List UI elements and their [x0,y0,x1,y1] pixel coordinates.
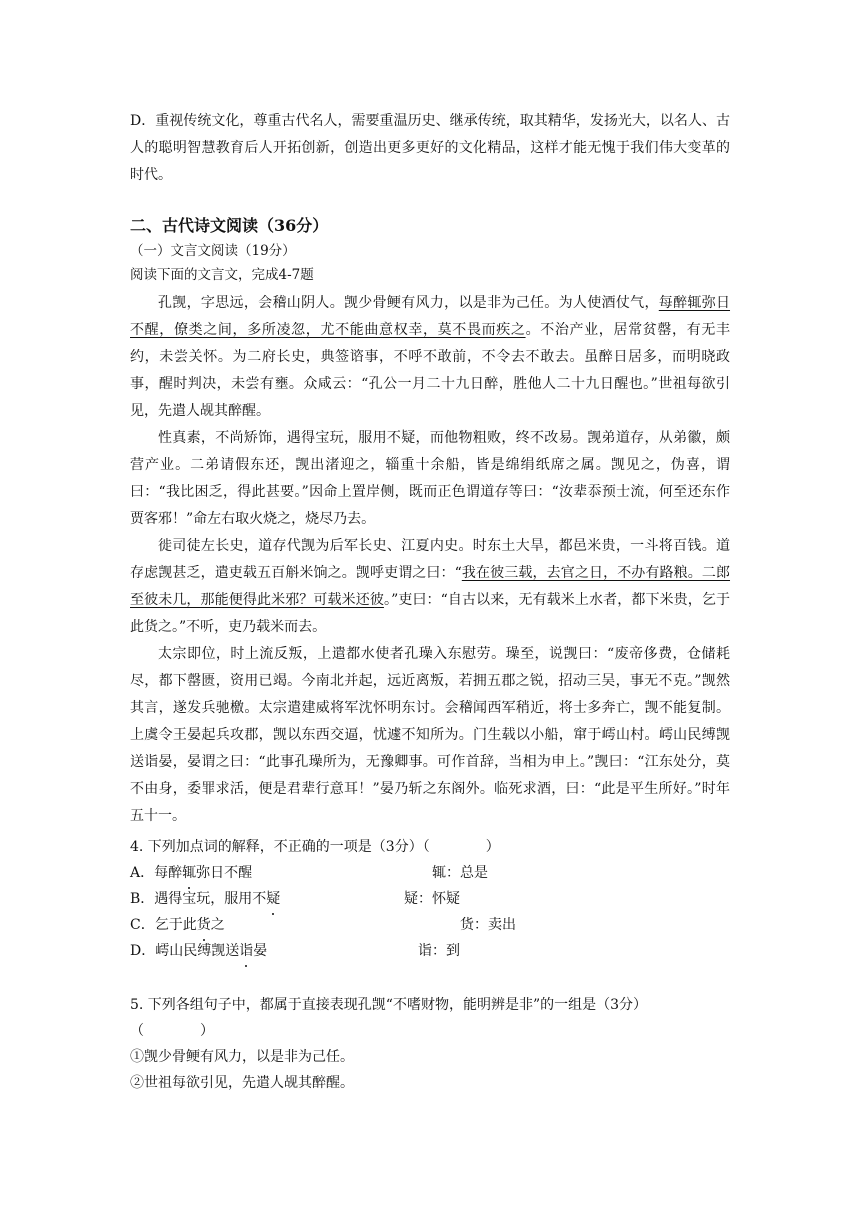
passage [130,290,730,830]
question-5-answer-blank: （ ） [130,1023,214,1039]
option-c-sentence: C．乞于此货之 [130,912,225,938]
question-5-item-1: ①觊少骨鲠有风力，以是非为己任。 [130,1049,354,1065]
question-5 [130,992,730,1096]
question-4-option-c [130,912,730,938]
dotted-character: 疑 [266,886,280,912]
subsection-title: （一）文言文阅读（19分） [130,243,296,259]
option-c-meaning: 货：卖出 [460,917,516,933]
instruction-text: 阅读下面的文言文，完成4-7题 [130,267,314,283]
passage-text: 。不治产业，居常贫罄，有无丰约，未尝关怀。为二府长史，典签谘事，不呼不敢前，不令去不敢去。虽醉日居多，而明晓政事，醒时判决，未尝有壅。众咸云：“孔公一月二十九日醉，胜他人二十九日醒也。”世祖每欲引见，先遣人觇其醉醒。 [130,322,731,419]
question-4-option-d [130,938,730,964]
question-4-option-b [130,886,730,912]
option-b-sentence: B．遇得宝玩，服用不疑 [130,886,280,912]
dotted-character: 诣 [239,938,253,964]
option-d-text: D．重视传统文化，尊重古代名人，需要重温历史、继承传统，取其精华，发扬光大，以名人、古人的聪明智慧教育后人开拓创新，创造出更多更好的文化精品，这样才能无愧于我们伟大变革的时代。 [130,113,730,183]
underlined-sentence-1: 每醉辄弥日不醒，僚类之间，多所凌忽，尤不能曲意权幸，莫不畏而疾之 [130,295,731,338]
passage-paragraph-1 [130,290,730,425]
underlined-sentence-2: 我在彼三载，去官之日，不办有路粮。二郎至彼未几，那能便得此米邪？可载米还彼 [130,565,731,608]
option-d-sentence: D．嶀山民缚觊送诣晏 [130,938,267,964]
passage-text: 孔觊，字思远，会稽山阴人。觊少骨鲠有风力，以是非为己任。为人使酒仗气， [158,295,659,311]
passage-paragraph-2: 性真素，不尚矫饰，遇得宝玩，服用不疑，而他物粗败，终不改易。觊弟道存，从弟徽，颇营产业。二弟请假东还，觊出渚迎之，辎重十余船，皆是绵绢纸席之属。觊见之，伪喜，谓曰：“我比困乏，得此甚要。”因命上置岸侧，既而正色谓道存等曰：“汝辈忝预士流，何至还东作贾客邪！”命左右取火烧之，烧尽乃去。 [130,430,730,527]
passage-paragraph-4: 太宗即位，时上流反叛，上遣都水使者孔璪入东慰劳。璪至，说觊曰：“废帝侈费，仓储耗尽，都下罄匮，资用已竭。今南北并起，远近离叛，若拥五郡之锐，招动三吴，事无不克。”觊然其言，遂发兵驰檄。太宗遣建威将军沈怀明东讨。会稽闻西军稍近，将士多奔亡，觊不能复制。上虞令王晏起兵攻郡，觊以东西交逼，忧遽不知所为。门生载以小船，窜于嶀山村。嶀山民缚觊送诣晏，晏谓之曰：“此事孔璪所为，无豫卿事。可作首辞，当相为申上。”觊曰：“江东处分，莫不由身，委罪求活，便是君辈行意耳！”晏乃斩之东阁外。临死求酒，曰：“此是平生所好。”时年五十一。 [130,646,730,824]
question-4 [130,834,730,964]
option-d-meaning: 诣：到 [418,943,460,959]
question-5-item-2: ②世祖每欲引见，先遣人觇其醉醒。 [130,1075,354,1091]
section-title: 二、古代诗文阅读（36分） [130,216,329,235]
question-4-stem: 4. 下列加点词的解释，不正确的一项是（3分）（ ） [130,839,500,855]
passage-text: 徙司徒左长史，道存代觊为后军长史、江夏内史。时东土大旱，都邑米贵，一斗将百钱。道存虑觊甚乏，遣吏载五百斛米饷之。觊呼吏谓之曰：“ [130,538,730,581]
dotted-character: 货 [197,912,211,938]
passage-paragraph-3 [130,533,730,641]
option-b-meaning: 疑：怀疑 [404,891,460,907]
question-5-stem: 5. 下列各组句子中，都属于直接表现孔觊“不嗜财物，能明辨是非”的一组是（3分） [130,997,648,1013]
dotted-character: 辄 [182,860,196,886]
option-a-meaning: 辄：总是 [432,865,488,881]
passage-text: 。”吏曰：“自古以来，无有载米上水者，都下米贵，乞于此货之。”不听，吏乃载米而去。 [130,592,730,635]
question-4-option-a [130,860,730,886]
option-a-sentence: A．每醉辄弥日不醒 [130,860,252,886]
